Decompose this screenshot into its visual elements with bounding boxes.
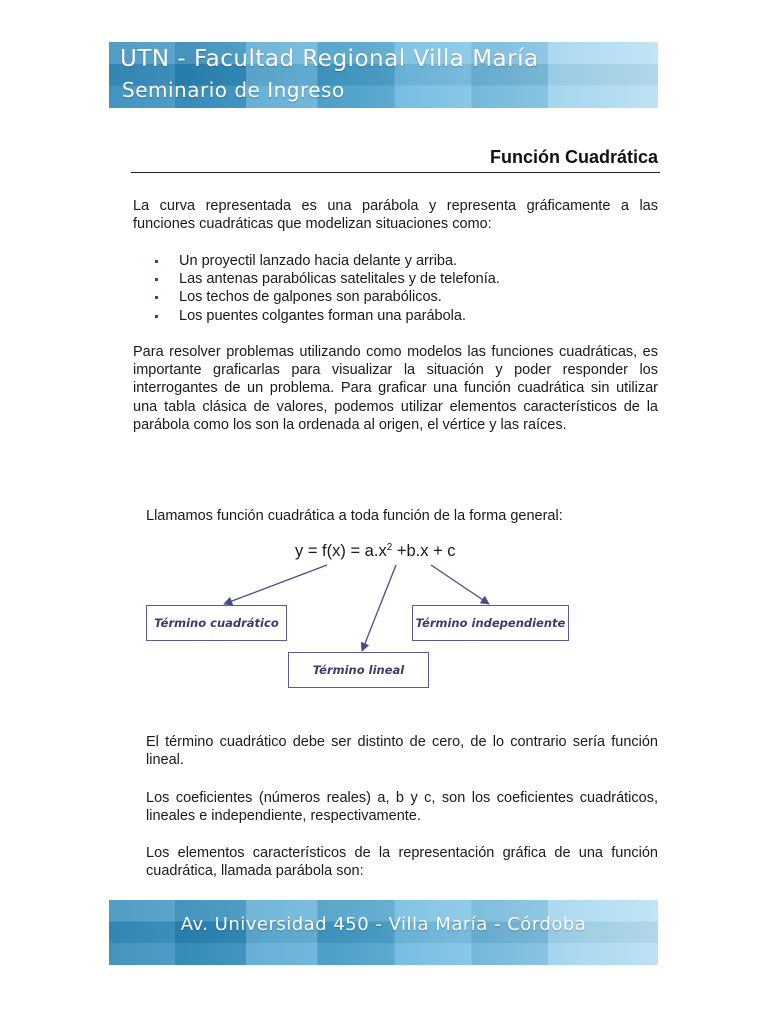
coefficients-note: Los coeficientes (números reales) a, b y c, son los coeficientes cuadráticos, lineales e independiente, respectivamente. — [146, 790, 658, 825]
quadratic-term-box: Término cuadrático — [146, 605, 287, 641]
arrow-to-quadratic — [224, 565, 327, 604]
formula-exponent: 2 — [386, 542, 393, 553]
formula-right: +b.x + c — [392, 542, 456, 560]
header-banner — [109, 42, 658, 108]
footer-address: Av. Universidad 450 - Villa María - Córdoba — [180, 914, 587, 935]
arrow-to-linear — [362, 565, 396, 651]
examples-list — [155, 252, 500, 325]
list-item: Un proyectil lanzado hacia delante y arriba. — [155, 252, 500, 270]
list-item: Los puentes colgantes forman una parábola. — [155, 307, 500, 325]
definition-intro: Llamamos función cuadrática a toda función de la forma general: — [146, 508, 563, 524]
independent-term-box: Término independiente — [412, 605, 569, 641]
header-course: Seminario de Ingreso — [122, 78, 345, 102]
footer-banner — [109, 900, 658, 965]
page-title: Función Cuadrática — [489, 147, 658, 167]
graphing-paragraph: Para resolver problemas utilizando como modelos las funciones cuadráticas, es importante graficarlas para visualizar la situación y poder responder los interrogantes de un problema. Para graficar una función cuadrática sin utilizar una tabla clásica de valores, podemos utilizar elementos característicos de la parábola como los son la ordenada al origen, el vértice y las raíces. — [133, 344, 658, 433]
title-divider — [131, 172, 660, 173]
nonzero-note: El término cuadrático debe ser distinto de cero, de lo contrario sería función lineal. — [146, 734, 658, 769]
linear-term-box: Término lineal — [288, 652, 429, 688]
arrow-to-independent — [431, 565, 489, 604]
intro-paragraph: La curva representada es una parábola y representa gráficamente a las funciones cuadráticas que modelizan situaciones como: — [133, 198, 658, 233]
list-item: Los techos de galpones son parabólicos. — [155, 288, 500, 306]
formula-left: y = f(x) = a.x — [295, 542, 387, 560]
header-institution: UTN - Facultad Regional Villa María — [120, 46, 539, 72]
elements-note: Los elementos característicos de la representación gráfica de una función cuadrática, llamada parábola son: — [146, 845, 658, 880]
list-item: Las antenas parabólicas satelitales y de telefonía. — [155, 270, 500, 288]
quadratic-formula — [295, 542, 456, 561]
